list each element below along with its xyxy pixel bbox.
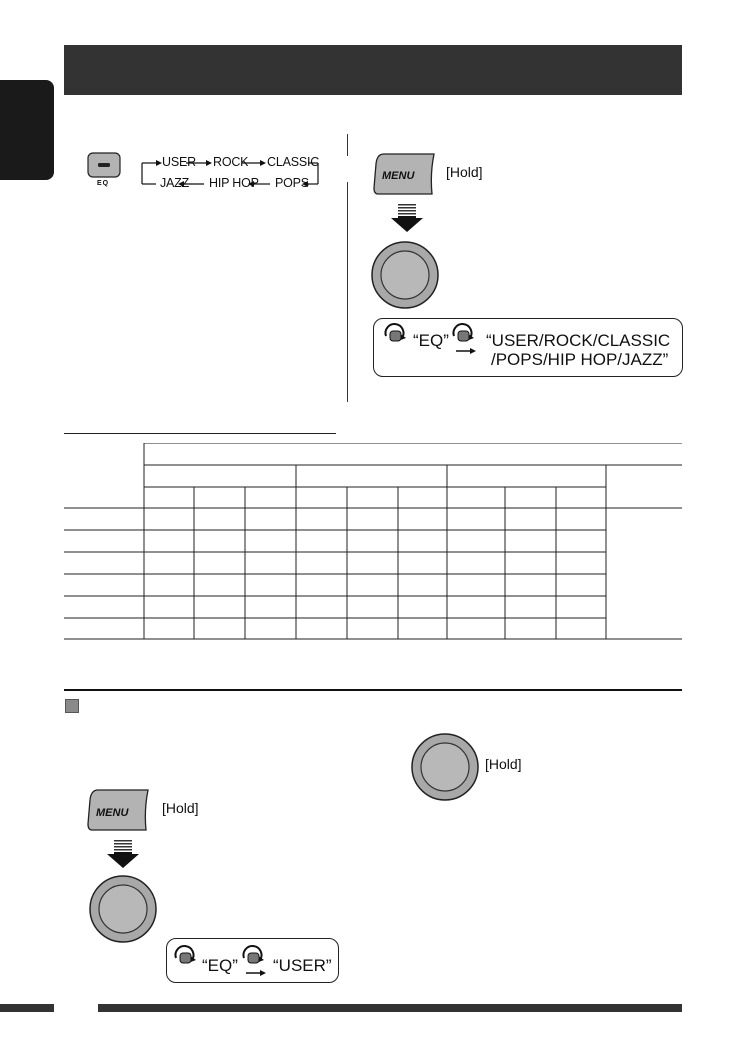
hold-label: [Hold] [446, 164, 483, 180]
column-divider-top [347, 134, 348, 156]
menu-hold-label: [Hold] [162, 800, 199, 816]
language-side-tab [0, 80, 54, 180]
mode-rock: ROCK [213, 155, 249, 169]
display-eq-text: “EQ” [202, 956, 238, 975]
footer-bar-left [0, 1004, 54, 1012]
rotate-hand-icon [450, 322, 478, 356]
table-title-underline [64, 433, 336, 434]
section-divider [64, 689, 682, 691]
display-modes-line1: “USER/ROCK/CLASSIC [486, 331, 671, 350]
display-eq-text: “EQ” [413, 331, 449, 350]
footer-bar-right [98, 1004, 682, 1012]
menu-button-label: MENU [382, 170, 415, 182]
rotate-hand-icon [172, 944, 200, 968]
mode-hip-hop: HIP HOP [209, 176, 259, 190]
eq-button-label: EQ [96, 180, 110, 187]
mode-jazz: JAZZ [160, 176, 190, 190]
mode-classic: CLASSIC [267, 155, 320, 169]
rotate-hand-icon [240, 944, 268, 978]
down-arrow-icon [106, 840, 140, 870]
rotate-hand-icon [382, 322, 410, 346]
knob-hold-label: [Hold] [485, 756, 522, 772]
mode-user: USER [162, 155, 196, 169]
down-arrow-icon [390, 204, 424, 234]
section-marker-icon [65, 699, 79, 713]
menu-button-label: MENU [96, 807, 129, 819]
section-header-bar [64, 45, 682, 95]
control-dial-icon[interactable] [410, 732, 480, 802]
mode-pops: POPS [275, 176, 309, 190]
display-user-text: “USER” [273, 956, 332, 975]
column-divider [347, 182, 348, 402]
display-modes-line2: /POPS/HIP HOP/JAZZ” [491, 350, 669, 369]
eq-button-icon[interactable] [88, 153, 120, 177]
control-dial-icon[interactable] [88, 874, 158, 944]
control-dial-icon[interactable] [370, 240, 440, 310]
eq-settings-table [64, 443, 682, 641]
